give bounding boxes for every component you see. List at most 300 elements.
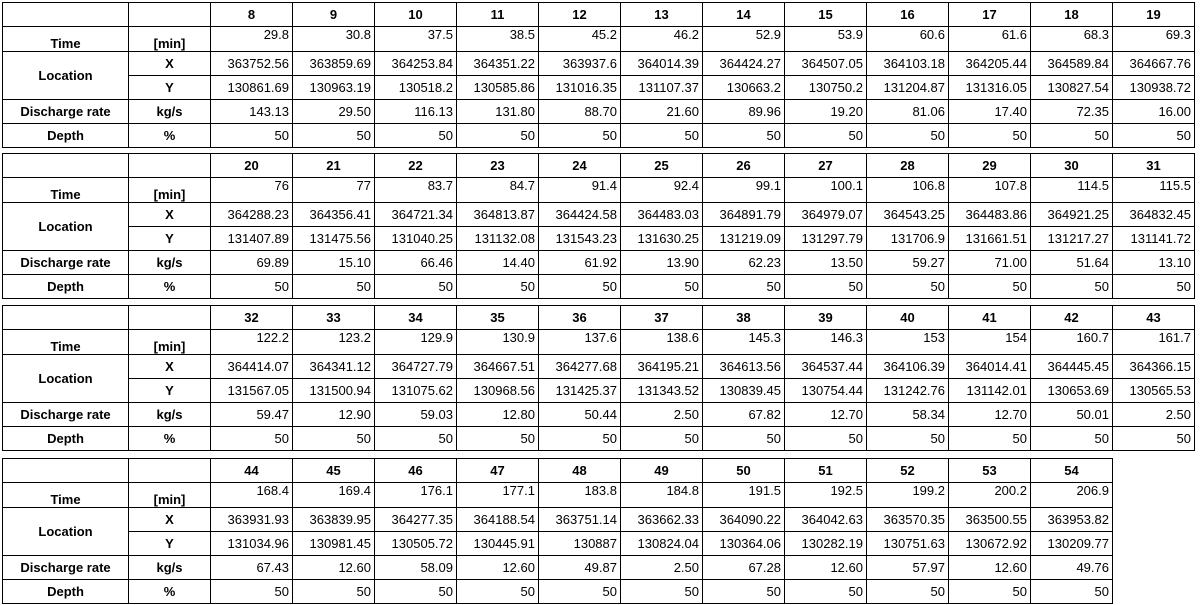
depth-value: 50 [621,427,703,451]
y-value: 131040.25 [375,227,457,251]
discharge-value: 59.47 [211,403,293,427]
y-value: 130653.69 [1031,379,1113,403]
depth-value: 50 [1113,124,1195,148]
discharge-value: 49.87 [539,556,621,580]
discharge-value: 15.10 [293,251,375,275]
discharge-row [3,556,1113,580]
column-id: 48 [539,459,621,483]
x-value: 364103.18 [867,52,949,76]
x-value: 364253.84 [375,52,457,76]
column-id: 51 [785,459,867,483]
discharge-value: 50.44 [539,403,621,427]
column-id: 16 [867,3,949,27]
column-id: 19 [1113,3,1195,27]
y-value: 130824.04 [621,532,703,556]
discharge-value: 21.60 [621,100,703,124]
x-value: 363752.56 [211,52,293,76]
time-value: 176.1 [375,483,457,508]
corner-cell [3,306,129,330]
discharge-value: 58.34 [867,403,949,427]
y-value: 131316.05 [949,76,1031,100]
data-table-block [2,305,1195,451]
y-value: 130364.06 [703,532,785,556]
location-x-row [3,355,1195,379]
y-value: 131204.87 [867,76,949,100]
x-value: 364288.23 [211,203,293,227]
depth-label: Depth [3,580,129,604]
time-value: 46.2 [621,27,703,52]
depth-label: Depth [3,427,129,451]
location-label: Location [3,508,129,556]
time-value: 107.8 [949,178,1031,203]
column-id: 44 [211,459,293,483]
time-label: Time [3,178,129,203]
column-id: 29 [949,154,1031,178]
depth-value: 50 [211,580,293,604]
x-value: 364921.25 [1031,203,1113,227]
y-value: 131034.96 [211,532,293,556]
y-value: 131297.79 [785,227,867,251]
corner-cell [129,3,211,27]
time-value: 191.5 [703,483,785,508]
y-value: 131075.62 [375,379,457,403]
y-value: 131661.51 [949,227,1031,251]
time-value: 68.3 [1031,27,1113,52]
corner-cell [129,459,211,483]
y-value: 130968.56 [457,379,539,403]
x-value: 364507.05 [785,52,867,76]
depth-value: 50 [457,124,539,148]
time-value: 168.4 [211,483,293,508]
depth-value: 50 [949,580,1031,604]
column-id: 13 [621,3,703,27]
y-value: 130839.45 [703,379,785,403]
y-value: 131475.56 [293,227,375,251]
x-value: 364667.76 [1113,52,1195,76]
x-value: 364106.39 [867,355,949,379]
time-value: 84.7 [457,178,539,203]
data-table-block [2,153,1195,299]
column-id: 54 [1031,459,1113,483]
discharge-unit: kg/s [129,556,211,580]
time-label: Time [3,27,129,52]
depth-value: 50 [211,275,293,299]
column-id: 18 [1031,3,1113,27]
time-value: 123.2 [293,330,375,355]
column-id: 23 [457,154,539,178]
y-value: 130505.72 [375,532,457,556]
time-value: 184.8 [621,483,703,508]
discharge-value: 131.80 [457,100,539,124]
discharge-value: 49.76 [1031,556,1113,580]
time-value: 199.2 [867,483,949,508]
depth-value: 50 [703,580,785,604]
data-table-block [2,458,1113,604]
column-id: 39 [785,306,867,330]
column-id: 45 [293,459,375,483]
discharge-value: 12.90 [293,403,375,427]
x-unit: X [129,52,211,76]
discharge-value: 58.09 [375,556,457,580]
discharge-unit: kg/s [129,251,211,275]
x-value: 364813.87 [457,203,539,227]
column-id: 25 [621,154,703,178]
x-value: 364341.12 [293,355,375,379]
depth-value: 50 [375,580,457,604]
discharge-value: 16.00 [1113,100,1195,124]
column-id: 26 [703,154,785,178]
column-id: 20 [211,154,293,178]
discharge-value: 12.60 [457,556,539,580]
corner-cell [3,3,129,27]
time-value: 100.1 [785,178,867,203]
location-y-row [3,227,1195,251]
x-value: 363931.93 [211,508,293,532]
column-id: 12 [539,3,621,27]
time-unit: [min] [129,330,211,355]
depth-value: 50 [703,275,785,299]
time-value: 106.8 [867,178,949,203]
time-value: 60.6 [867,27,949,52]
time-value: 130.9 [457,330,539,355]
x-unit: X [129,203,211,227]
time-value: 169.4 [293,483,375,508]
time-value: 192.5 [785,483,867,508]
y-value: 131142.01 [949,379,1031,403]
time-value: 91.4 [539,178,621,203]
column-id: 21 [293,154,375,178]
column-id: 9 [293,3,375,27]
time-value: 206.9 [1031,483,1113,508]
x-unit: X [129,355,211,379]
x-value: 364356.41 [293,203,375,227]
column-id: 37 [621,306,703,330]
column-id: 27 [785,154,867,178]
discharge-value: 13.50 [785,251,867,275]
x-value: 364832.45 [1113,203,1195,227]
y-value: 130754.44 [785,379,867,403]
column-id: 53 [949,459,1031,483]
x-value: 363500.55 [949,508,1031,532]
discharge-value: 62.23 [703,251,785,275]
y-value: 131132.08 [457,227,539,251]
depth-value: 50 [1031,580,1113,604]
x-value: 364721.34 [375,203,457,227]
y-value: 131141.72 [1113,227,1195,251]
x-value: 363751.14 [539,508,621,532]
x-value: 364014.41 [949,355,1031,379]
location-x-row [3,52,1195,76]
y-unit: Y [129,532,211,556]
depth-value: 50 [457,427,539,451]
y-value: 130963.19 [293,76,375,100]
discharge-value: 29.50 [293,100,375,124]
discharge-value: 143.13 [211,100,293,124]
depth-value: 50 [457,580,539,604]
time-value: 114.5 [1031,178,1113,203]
column-id: 24 [539,154,621,178]
time-value: 183.8 [539,483,621,508]
depth-value: 50 [293,124,375,148]
x-value: 364727.79 [375,355,457,379]
column-id: 34 [375,306,457,330]
depth-value: 50 [949,275,1031,299]
y-value: 130827.54 [1031,76,1113,100]
depth-value: 50 [621,580,703,604]
time-value: 83.7 [375,178,457,203]
time-row [3,330,1195,355]
depth-value: 50 [785,275,867,299]
x-value: 364613.56 [703,355,785,379]
discharge-value: 67.28 [703,556,785,580]
corner-cell [3,154,129,178]
column-id: 33 [293,306,375,330]
discharge-unit: kg/s [129,403,211,427]
discharge-value: 59.27 [867,251,949,275]
time-row [3,27,1195,52]
discharge-value: 2.50 [1113,403,1195,427]
column-id: 32 [211,306,293,330]
discharge-value: 19.20 [785,100,867,124]
header-row [3,306,1195,330]
x-value: 364205.44 [949,52,1031,76]
depth-unit: % [129,427,211,451]
depth-value: 50 [539,427,621,451]
y-value: 130751.63 [867,532,949,556]
x-value: 364277.35 [375,508,457,532]
column-id: 30 [1031,154,1113,178]
y-value: 131217.27 [1031,227,1113,251]
y-value: 130663.2 [703,76,785,100]
depth-value: 50 [457,275,539,299]
discharge-label: Discharge rate [3,100,129,124]
column-id: 8 [211,3,293,27]
discharge-value: 88.70 [539,100,621,124]
discharge-unit: kg/s [129,100,211,124]
time-value: 129.9 [375,330,457,355]
location-y-row [3,532,1113,556]
depth-value: 50 [375,124,457,148]
y-value: 130938.72 [1113,76,1195,100]
location-label: Location [3,203,129,251]
x-value: 364979.07 [785,203,867,227]
time-value: 138.6 [621,330,703,355]
depth-value: 50 [211,124,293,148]
header-row [3,154,1195,178]
time-value: 154 [949,330,1031,355]
depth-value: 50 [621,124,703,148]
discharge-label: Discharge rate [3,556,129,580]
discharge-value: 2.50 [621,556,703,580]
y-value: 131219.09 [703,227,785,251]
depth-value: 50 [621,275,703,299]
time-value: 52.9 [703,27,785,52]
discharge-value: 72.35 [1031,100,1113,124]
x-value: 364537.44 [785,355,867,379]
y-unit: Y [129,76,211,100]
time-unit: [min] [129,178,211,203]
y-value: 130518.2 [375,76,457,100]
discharge-value: 12.60 [293,556,375,580]
x-value: 364195.21 [621,355,703,379]
y-value: 131242.76 [867,379,949,403]
depth-value: 50 [539,124,621,148]
location-label: Location [3,52,129,100]
y-value: 131425.37 [539,379,621,403]
location-y-row [3,76,1195,100]
x-value: 364042.63 [785,508,867,532]
x-value: 364188.54 [457,508,539,532]
y-value: 130672.92 [949,532,1031,556]
depth-value: 50 [785,124,867,148]
depth-row [3,427,1195,451]
column-id: 22 [375,154,457,178]
y-value: 131343.52 [621,379,703,403]
column-id: 35 [457,306,539,330]
location-x-row [3,203,1195,227]
x-value: 364589.84 [1031,52,1113,76]
depth-row [3,580,1113,604]
depth-label: Depth [3,124,129,148]
column-id: 14 [703,3,785,27]
column-id: 42 [1031,306,1113,330]
depth-unit: % [129,124,211,148]
y-value: 131543.23 [539,227,621,251]
y-value: 130282.19 [785,532,867,556]
location-y-row [3,379,1195,403]
discharge-value: 12.70 [785,403,867,427]
x-value: 364424.27 [703,52,785,76]
time-value: 61.6 [949,27,1031,52]
y-unit: Y [129,227,211,251]
x-value: 364891.79 [703,203,785,227]
time-row [3,178,1195,203]
depth-unit: % [129,275,211,299]
y-value: 131706.9 [867,227,949,251]
x-value: 364414.07 [211,355,293,379]
depth-label: Depth [3,275,129,299]
y-value: 131500.94 [293,379,375,403]
depth-value: 50 [539,275,621,299]
x-value: 363937.6 [539,52,621,76]
corner-cell [129,306,211,330]
time-value: 200.2 [949,483,1031,508]
y-value: 131016.35 [539,76,621,100]
depth-value: 50 [785,427,867,451]
depth-unit: % [129,580,211,604]
time-value: 161.7 [1113,330,1195,355]
y-value: 130887 [539,532,621,556]
time-value: 45.2 [539,27,621,52]
depth-value: 50 [1031,275,1113,299]
column-id: 40 [867,306,949,330]
depth-value: 50 [949,124,1031,148]
location-x-row [3,508,1113,532]
time-unit: [min] [129,27,211,52]
y-value: 131567.05 [211,379,293,403]
depth-value: 50 [375,275,457,299]
depth-value: 50 [293,427,375,451]
x-value: 363570.35 [867,508,949,532]
discharge-row [3,100,1195,124]
time-value: 92.4 [621,178,703,203]
discharge-value: 67.43 [211,556,293,580]
time-value: 146.3 [785,330,867,355]
corner-cell [3,459,129,483]
discharge-value: 14.40 [457,251,539,275]
discharge-value: 71.00 [949,251,1031,275]
time-value: 29.8 [211,27,293,52]
depth-value: 50 [867,580,949,604]
depth-value: 50 [539,580,621,604]
time-value: 37.5 [375,27,457,52]
y-value: 130981.45 [293,532,375,556]
header-row [3,459,1113,483]
depth-value: 50 [1031,124,1113,148]
time-label: Time [3,483,129,508]
depth-value: 50 [1113,427,1195,451]
time-value: 145.3 [703,330,785,355]
x-value: 364483.03 [621,203,703,227]
y-value: 131107.37 [621,76,703,100]
column-id: 49 [621,459,703,483]
depth-value: 50 [785,580,867,604]
discharge-value: 66.46 [375,251,457,275]
time-value: 115.5 [1113,178,1195,203]
y-value: 130861.69 [211,76,293,100]
location-label: Location [3,355,129,403]
column-id: 43 [1113,306,1195,330]
depth-row [3,275,1195,299]
discharge-value: 2.50 [621,403,703,427]
depth-value: 50 [867,275,949,299]
time-value: 69.3 [1113,27,1195,52]
x-value: 364277.68 [539,355,621,379]
discharge-value: 51.64 [1031,251,1113,275]
y-value: 130750.2 [785,76,867,100]
x-value: 364445.45 [1031,355,1113,379]
discharge-row [3,251,1195,275]
discharge-value: 12.70 [949,403,1031,427]
x-value: 363662.33 [621,508,703,532]
x-value: 364090.22 [703,508,785,532]
depth-value: 50 [375,427,457,451]
time-value: 122.2 [211,330,293,355]
time-value: 30.8 [293,27,375,52]
column-id: 31 [1113,154,1195,178]
depth-value: 50 [293,580,375,604]
x-value: 364366.15 [1113,355,1195,379]
time-value: 160.7 [1031,330,1113,355]
y-unit: Y [129,379,211,403]
x-value: 364667.51 [457,355,539,379]
discharge-value: 61.92 [539,251,621,275]
discharge-value: 89.96 [703,100,785,124]
discharge-row [3,403,1195,427]
time-label: Time [3,330,129,355]
discharge-value: 116.13 [375,100,457,124]
discharge-value: 17.40 [949,100,1031,124]
data-table-block [2,2,1195,148]
depth-value: 50 [949,427,1031,451]
y-value: 131630.25 [621,227,703,251]
discharge-label: Discharge rate [3,251,129,275]
x-value: 364014.39 [621,52,703,76]
depth-value: 50 [1113,275,1195,299]
depth-value: 50 [703,124,785,148]
discharge-value: 81.06 [867,100,949,124]
x-value: 364424.58 [539,203,621,227]
